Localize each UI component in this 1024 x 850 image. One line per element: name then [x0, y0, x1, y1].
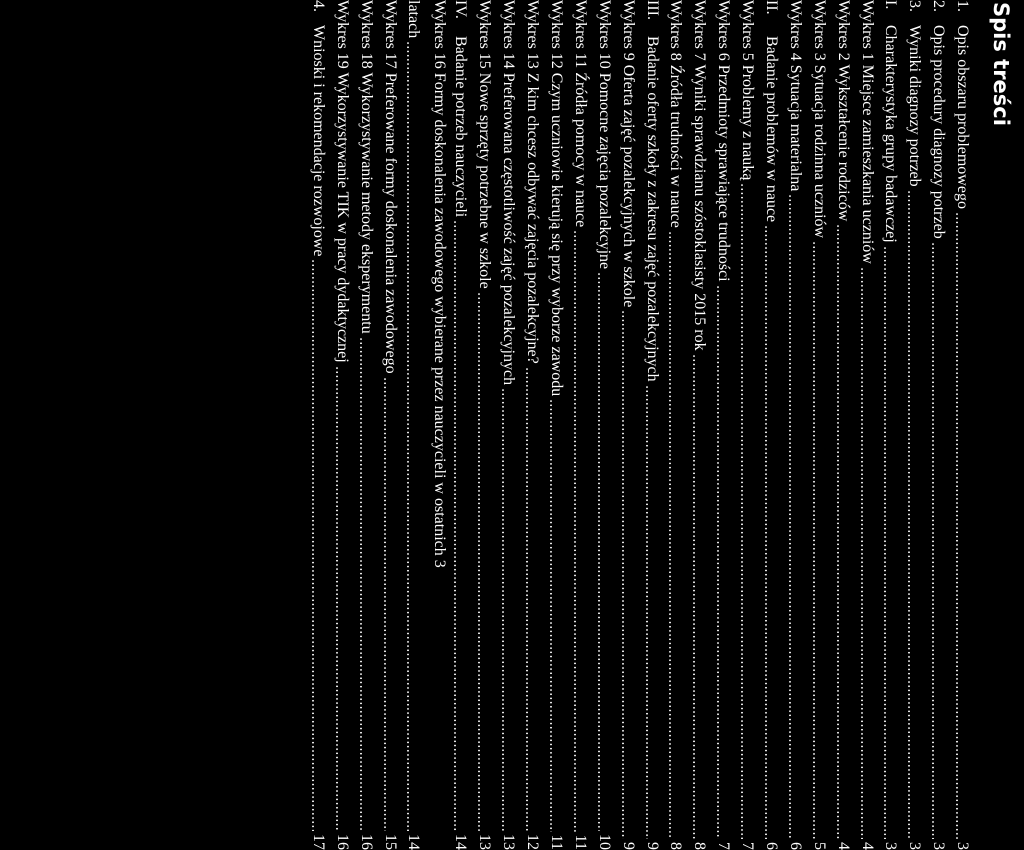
dot-leader	[574, 230, 576, 831]
dot-leader	[669, 231, 671, 839]
toc-entry[interactable]	[737, 0, 761, 850]
dot-leader	[312, 259, 314, 831]
toc-entry-text: Wyniki diagnozy potrzeb	[906, 25, 924, 187]
toc-entry-text: Wykres 2 Wykształcenie rodziców	[834, 0, 852, 222]
dot-leader	[360, 337, 362, 831]
toc-entry-page-number: 5	[810, 842, 828, 850]
dot-leader	[837, 224, 839, 839]
toc-entry[interactable]	[570, 0, 594, 850]
dot-leader	[384, 377, 386, 831]
toc-entry-page-number: 4	[834, 842, 852, 850]
toc-entry-page-number: 11	[547, 834, 565, 850]
dot-leader	[336, 366, 338, 831]
toc-entry[interactable]	[403, 0, 450, 850]
toc-entry[interactable]	[522, 0, 546, 850]
toc-list	[308, 0, 976, 850]
toc-entry-page-number: 16	[333, 834, 351, 850]
toc-entry-page-number: 4	[858, 842, 876, 850]
toc-entry-text: Wykres 19 Wykorzystywanie TIK w pracy dydaktycznej	[333, 0, 351, 363]
dot-leader	[526, 367, 528, 831]
toc-entry-text: Wykres 18 Wykorzystywanie metody eksperymentu	[357, 0, 375, 334]
dot-leader	[550, 399, 552, 831]
toc-entry[interactable]	[689, 0, 713, 850]
toc-entry-page-number: 3	[906, 842, 924, 850]
toc-entry-text: Wykres 1 Miejsce zamieszkania uczniów	[858, 0, 876, 264]
toc-entry-page-number: 8	[667, 842, 685, 850]
toc-entry[interactable]	[450, 0, 474, 850]
toc-entry-number: III.	[643, 0, 661, 20]
dot-leader	[765, 225, 767, 839]
toc-entry-page-number: 12	[524, 834, 542, 850]
toc-entry-page-number: 9	[643, 842, 661, 850]
toc-entry-page-number: 6	[762, 842, 780, 850]
toc-entry-continuation	[403, 0, 427, 850]
toc-entry-text: Badanie problemów w nauce	[762, 36, 780, 223]
toc-entry-text: Wykres 6 Przedmioty sprawiające trudności	[715, 0, 733, 282]
toc-entry-text: Wykres 11 Źródła pomocy w nauce	[571, 0, 589, 228]
toc-entry-number: II.	[762, 0, 780, 15]
toc-entry[interactable]	[904, 0, 928, 850]
toc-entry-page-number: 16	[357, 834, 375, 850]
toc-entry[interactable]	[761, 0, 785, 850]
dot-leader	[598, 272, 600, 831]
toc-entry-text: Wykres 4 Sytuacja materialna	[786, 0, 804, 192]
toc-entry-text: Charakterystyka grupy badawczej	[882, 25, 900, 243]
dot-leader	[717, 285, 719, 839]
toc-entry-page-number: 13	[476, 834, 494, 850]
toc-entry-number: I.	[882, 0, 900, 10]
toc-entry[interactable]	[665, 0, 689, 850]
toc-entry[interactable]	[928, 0, 952, 850]
toc-entry-page-number: 3	[882, 842, 900, 850]
toc-entry[interactable]	[618, 0, 642, 850]
dot-leader	[622, 310, 624, 839]
toc-entry-text: Wykres 9 Oferta zajęć pozalekcyjnych w szkole	[619, 0, 637, 308]
toc-entry-page-number: 11	[571, 834, 589, 850]
toc-entry-page-number: 13	[500, 834, 518, 850]
toc-entry-text: Wykres 8 Źródła trudności w nauce	[667, 0, 685, 228]
toc-entry[interactable]	[332, 0, 356, 850]
dot-leader	[741, 183, 743, 839]
toc-entry-number: 3.	[906, 0, 924, 12]
toc-entry[interactable]	[713, 0, 737, 850]
toc-entry-text: Wykres 16 Formy doskonalenia zawodowego wybierane przez nauczycieli w ostatnich 3	[431, 0, 449, 568]
dot-leader	[956, 212, 958, 839]
toc-entry-page-number: 7	[739, 842, 757, 850]
toc-entry-text: Wykres 5 Problemy z nauką	[739, 0, 757, 181]
dot-leader	[789, 194, 791, 839]
toc-entry-text: Wykres 3 Sytuacja rodzinna uczniów	[810, 0, 828, 239]
toc-title: Spis treści	[989, 2, 1013, 126]
toc-entry-text: Wykres 7 Wyniki sprawdzianu szóstoklasisty 2015 rok	[691, 0, 709, 351]
toc-entry-text: Wykres 17 Preferowane formy doskonalenia zawodowego	[381, 0, 399, 374]
toc-entry-page-number: 8	[691, 842, 709, 850]
toc-entry-page-number: 3	[954, 842, 972, 850]
dot-leader	[813, 241, 815, 839]
toc-entry[interactable]	[642, 0, 666, 850]
toc-entry-number: IV.	[452, 0, 470, 19]
toc-entry-text: Badanie potrzeb nauczycieli	[452, 36, 470, 218]
dot-leader	[407, 41, 409, 831]
dot-leader	[454, 220, 456, 831]
toc-entry[interactable]	[308, 0, 332, 850]
toc-entry-page-number: 15	[381, 834, 399, 850]
toc-entry-number: 1.	[954, 0, 972, 12]
dot-leader	[478, 292, 480, 831]
toc-entry-text: Wykres 14 Preferowana częstotliwość zajęć pozalekcyjnych	[500, 0, 518, 386]
toc-entry[interactable]	[809, 0, 833, 850]
toc-entry-text: Wnioski i rekomendacje rozwojowe	[309, 25, 327, 257]
dot-leader	[693, 354, 695, 839]
toc-entry[interactable]	[380, 0, 404, 850]
toc-entry[interactable]	[474, 0, 498, 850]
toc-entry[interactable]	[356, 0, 380, 850]
dot-leader	[861, 267, 863, 839]
toc-entry[interactable]	[857, 0, 881, 850]
toc-entry-text: Badanie oferty szkoły z zakresu zajęć pozalekcyjnych	[643, 36, 661, 382]
toc-entry-text: Opis obszaru problemowego	[954, 25, 972, 209]
dot-leader	[502, 388, 504, 831]
toc-entry[interactable]	[880, 0, 904, 850]
toc-entry[interactable]	[546, 0, 570, 850]
dot-leader	[646, 385, 648, 839]
toc-entry-page-number: 10	[595, 834, 613, 850]
toc-entry-text: Opis procedury diagnozy potrzeb	[930, 25, 948, 239]
toc-entry[interactable]	[498, 0, 522, 850]
toc-entry-text: Wykres 10 Pomocne zajęcia pozalekcyjne	[595, 0, 613, 270]
toc-entry-page-number: 14	[405, 834, 423, 850]
toc-entry-number: 2.	[930, 0, 948, 12]
toc-entry-text: Wykres 13 Z kim chcesz odbywać zajęcia pozalekcyjne?	[524, 0, 542, 364]
toc-entry[interactable]	[785, 0, 809, 850]
toc-entry-text: Wykres 12 Czym uczniowie kierują się przy wyborze zawodu	[547, 0, 565, 397]
dot-leader	[908, 190, 910, 839]
toc-entry-page-number: 3	[930, 842, 948, 850]
toc-entry[interactable]	[952, 0, 976, 850]
toc-entry[interactable]	[833, 0, 857, 850]
toc-entry-page-number: 9	[619, 842, 637, 850]
toc-entry-page-number: 6	[786, 842, 804, 850]
dot-leader	[884, 246, 886, 839]
toc-entry-number: 4.	[309, 0, 327, 12]
toc-entry-text-continued: latach	[405, 0, 423, 39]
dot-leader	[932, 242, 934, 839]
toc-entry[interactable]	[594, 0, 618, 850]
toc-entry-page-number: 17	[309, 834, 327, 850]
toc-entry-text: Wykres 15 Nowe sprzęty potrzebne w szkole	[476, 0, 494, 289]
toc-entry-page-number: 14	[452, 834, 470, 850]
toc-entry-page-number: 7	[715, 842, 733, 850]
